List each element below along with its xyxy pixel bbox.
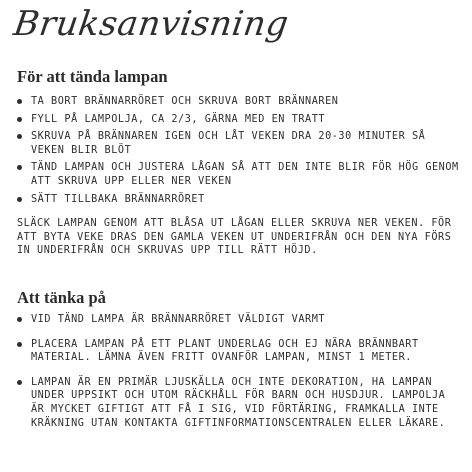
bullet-icon: [17, 134, 22, 139]
bullet-icon: [17, 317, 22, 322]
bullet-icon: [17, 342, 22, 347]
bullet-icon: [17, 197, 22, 202]
page-title: Bruksanvisning: [11, 4, 292, 44]
list-item: [17, 376, 462, 430]
list-item: [17, 313, 462, 327]
list-item-text: TÄND LAMPAN OCH JUSTERA LÅGAN SÅ ATT DEN INTE BLIR FÖR HÖG GENOM ATT SKRUVA UPP ELLER NER VEKEN: [31, 162, 459, 187]
list-item-text: SKRUVA PÅ BRÄNNAREN IGEN OCH LÅT VEKEN DRA 20-30 MINUTER SÅ VEKEN BLIR BLÖT: [31, 131, 426, 156]
section-heading-considerations: Att tänka på: [17, 288, 106, 307]
list-item: [17, 193, 462, 207]
list-item-text: LAMPAN ÄR EN PRIMÄR LJUSKÄLLA OCH INTE DEKORATION, HA LAMPAN UNDER UPPSIKT OCH UTOM RÄCKHÅLL FÖR BARN OCH HUSDJUR. LAMPOLJA ÄR MYCKET GIFTIGT ATT FÅ I SIG, VID FÖRTÄRING, FRAMKALLA INTE KRÄKNING UTAN KONTAKTA GIFTINFORMATIONSCENTRALEN ELLER LÄKARE.: [31, 376, 446, 429]
bullet-icon: [17, 165, 22, 170]
list-item-text: VID TÄND LAMPA ÄR BRÄNNARRÖRET VÄLDIGT VARMT: [31, 314, 326, 325]
list-item: [17, 161, 462, 188]
extinguish-paragraph: SLÄCK LAMPAN GENOM ATT BLÅSA UT LÅGAN ELLER SKRUVA NER VEKEN. FÖR ATT BYTA VEKE DRAS DEN GAMLA VEKEN UT UNDERIFRÅN OCH DEN NYA FÖRS IN UNDERIFRÅN OCH SKRUVAS UPP TILL RÄTT HÖJD.: [17, 218, 452, 257]
bullet-icon: [17, 117, 22, 122]
list-item: [17, 338, 462, 365]
list-item: [17, 130, 462, 157]
list-item-text: FYLL PÅ LAMPOLJA, CA 2/3, GÄRNA MED EN TRATT: [31, 113, 326, 125]
list-item: [17, 95, 462, 109]
lighting-steps-list: [17, 95, 462, 210]
bullet-icon: [17, 380, 22, 385]
list-item-text: PLACERA LAMPAN PÅ ETT PLANT UNDERLAG OCH EJ NÄRA BRÄNNBART MATERIAL. LÄMNA ÄVEN FRITT OVANFÖR LAMPAN, MINST 1 METER.: [31, 338, 419, 364]
list-item-text: SÄTT TILLBAKA BRÄNNARRÖRET: [31, 193, 205, 205]
list-item: [17, 113, 462, 127]
bullet-icon: [17, 99, 22, 104]
list-item-text: TA BORT BRÄNNARRÖRET OCH SKRUVA BORT BRÄNNAREN: [31, 96, 339, 107]
considerations-list: [17, 313, 462, 441]
section-heading-light-lamp: För att tända lampan: [17, 67, 168, 86]
